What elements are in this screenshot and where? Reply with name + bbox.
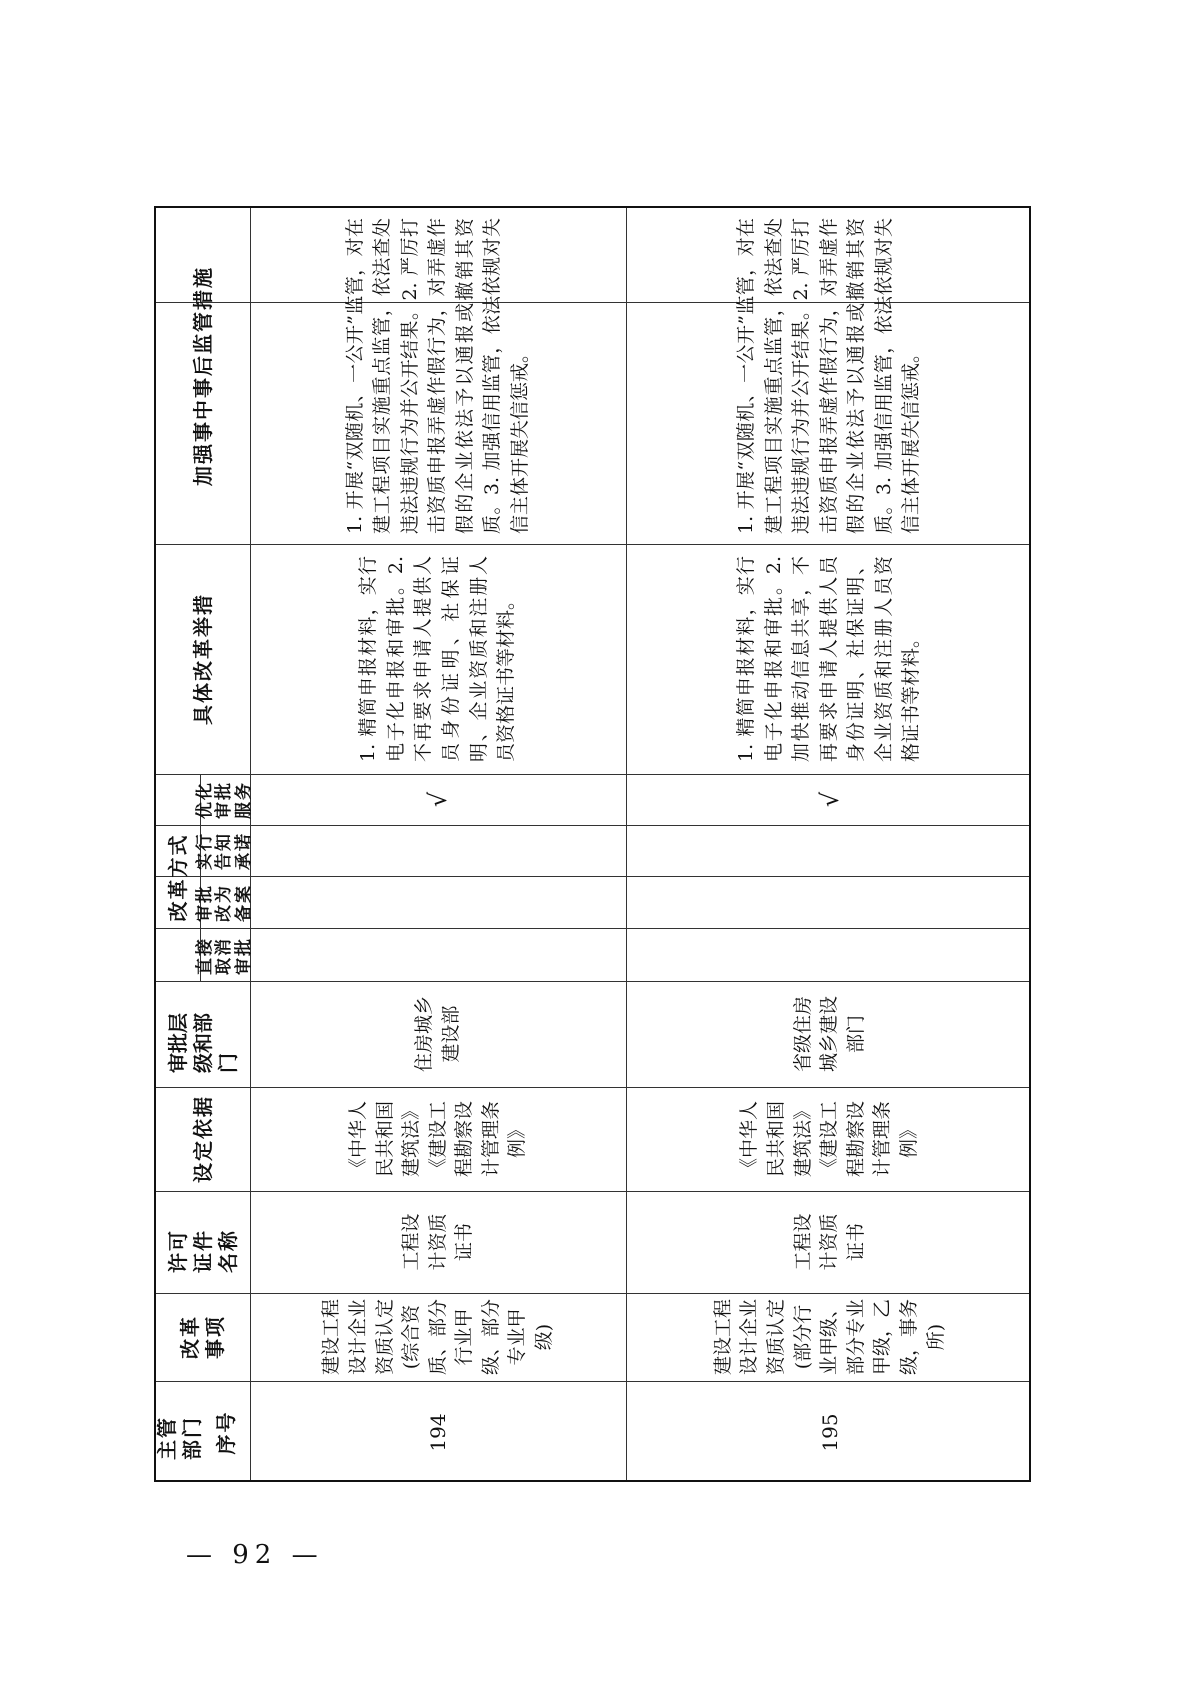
row-195-mode-promise <box>626 825 1033 876</box>
header-item-text: 改革事项 <box>178 1315 227 1359</box>
header-dept <box>156 1381 203 1484</box>
row-194-item <box>250 1293 626 1381</box>
row-195-level <box>626 981 1033 1087</box>
row-194-supervision-text: 1. 开展“双随机、一公开”监管，对在建工程项目实施重点监管，依法查处违法违规行为并公开结果。2. 严厉打击资质申报弄虚作假行为，对弄虚作假的企业依法予以通报或撤销其资质。3. 加强信用监管，依法依规对失信主体开展失信惩戒。 <box>343 218 531 534</box>
row-195-seq-text: 195 <box>817 1413 842 1452</box>
row-194-mode-cancel <box>250 928 626 981</box>
header-level <box>156 981 250 1087</box>
header-basis <box>156 1087 250 1191</box>
row-194-basis-text: 《中华人民共和国建筑法》《建设工程勘察设计管理条例》 <box>346 1101 529 1178</box>
header-mode-optimize-text: 优化审批服务 <box>194 781 254 819</box>
header-level-text: 审批层级和部门 <box>165 1013 240 1073</box>
row-194-seq <box>250 1381 626 1484</box>
header-supervision <box>156 208 250 544</box>
header-license-text: 许可证件名称 <box>165 1229 240 1273</box>
row-195-item <box>626 1293 1033 1381</box>
row-195-mode-optimize <box>626 774 1033 825</box>
header-mode-cancel-text: 直接取消审批 <box>194 937 254 975</box>
header-basis-text: 设定依据 <box>190 1095 215 1183</box>
row-194-mode-filing <box>250 876 626 928</box>
page-number: — 92 — <box>186 1540 324 1570</box>
row-195-mode-cancel <box>626 928 1033 981</box>
header-mode-promise-text: 实行告知承诺 <box>194 832 254 870</box>
row-195-license-text: 工程设计资质证书 <box>791 1213 867 1271</box>
row-195-measures <box>626 544 1033 774</box>
header-mode-cancel <box>194 928 254 981</box>
header-dept-text: 主管部门 <box>154 1416 204 1460</box>
header-license <box>156 1191 250 1293</box>
header-measures <box>156 544 250 774</box>
row-194-item-text: 建设工程设计企业资质认定(综合资质、部分行业甲级、部分专业甲级) <box>320 1298 556 1375</box>
row-195-mode-filing <box>626 876 1033 928</box>
header-mode-filing <box>194 876 254 928</box>
header-reform-mode <box>156 774 200 981</box>
row-194-measures-text: 1. 精简申报材料，实行电子化申报和审批。2. 不再要求申请人提供人员身份证明、社保证明、企业资质和注册人员资格证书等材料。 <box>357 556 518 762</box>
row-194-license <box>250 1191 626 1293</box>
row-195-measures-text: 1. 精简申报材料，实行电子化申报和审批。2. 加快推动信息共享，不再要求申请人提供人员身份证明、社保证明、企业资质和注册人员资格证书等材料。 <box>735 556 923 762</box>
header-seq-text: 序号 <box>214 1410 238 1455</box>
row-194-mode-optimize <box>250 774 626 825</box>
row-195-supervision <box>626 208 1033 544</box>
header-supervision-text: 加强事中事后监管措施 <box>190 266 215 486</box>
header-mode-promise <box>194 825 254 876</box>
row-195-level-text: 省级住房城乡建设部门 <box>791 996 867 1073</box>
row-195-supervision-text: 1. 开展“双随机、一公开”监管，对在建工程项目实施重点监管，依法查处违法违规行为并公开结果。2. 严厉打击资质申报弄虚作假行为，对弄虚作假的企业依法予以通报或撤销其资质。3. 加强信用监管，依法依规对失信主体开展失信惩戒。 <box>735 218 923 534</box>
row-194-mode-optimize-text: √ <box>424 791 452 808</box>
row-194-supervision <box>250 208 626 544</box>
row-194-level-text: 住房城乡建设部 <box>413 996 462 1073</box>
header-mode-filing-text: 审批改为备案 <box>194 884 254 922</box>
row-195-basis-text: 《中华人民共和国建筑法》《建设工程勘察设计管理条例》 <box>738 1101 920 1178</box>
row-194-basis <box>250 1087 626 1191</box>
header-seq <box>203 1381 250 1484</box>
header-item <box>156 1293 250 1381</box>
row-194-mode-promise <box>250 825 626 876</box>
row-195-item-text: 建设工程设计企业资质认定(部分行业甲级、部分专业甲级，乙级，事务所) <box>711 1298 947 1375</box>
header-mode-optimize <box>194 774 254 825</box>
row-194-level <box>250 981 626 1087</box>
row-195-license <box>626 1191 1033 1293</box>
header-measures-text: 具体改革举措 <box>190 593 215 725</box>
row-195-seq <box>626 1381 1033 1484</box>
row-194-measures <box>250 544 626 774</box>
row-195-basis <box>626 1087 1033 1191</box>
row-194-seq-text: 194 <box>426 1413 450 1452</box>
row-195-mode-optimize-text: √ <box>815 791 844 808</box>
row-194-license-text: 工程设计资质证书 <box>400 1213 476 1271</box>
header-reform-mode-text: 改革方式 <box>165 833 190 922</box>
reform-table <box>154 206 1031 1482</box>
